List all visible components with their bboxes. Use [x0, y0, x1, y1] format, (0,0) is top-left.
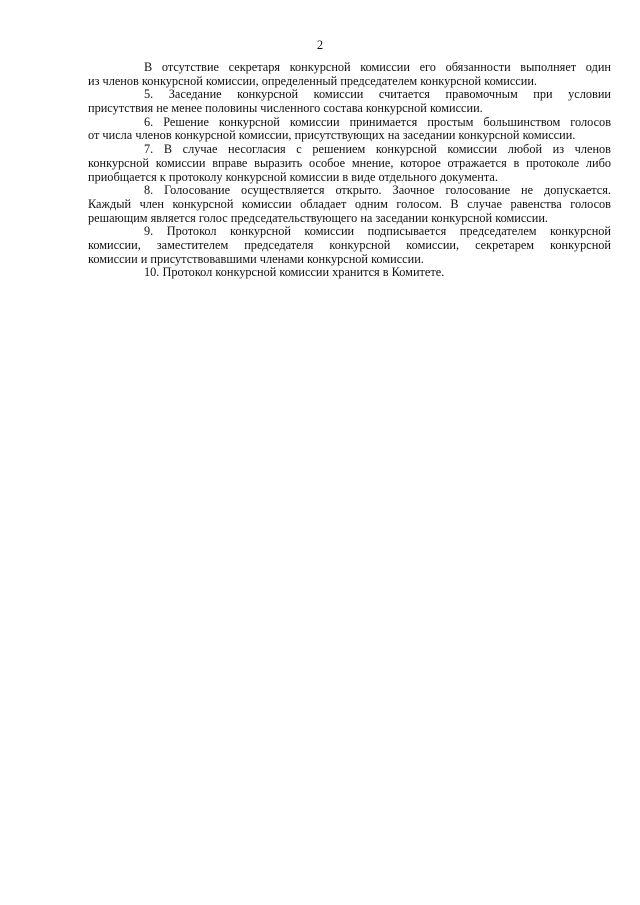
document-body [88, 61, 611, 280]
paragraph [88, 143, 611, 184]
paragraph-line: В отсутствие секретаря конкурсной комиссии его обязанности выполняет один [144, 60, 611, 74]
paragraph [88, 61, 611, 88]
paragraph-line: комиссии, заместителем председателя конкурсной комиссии, секретарем конкурсной [88, 237, 611, 252]
paragraph-line: 9. Протокол конкурсной комиссии подписывается председателем конкурсной [144, 224, 611, 239]
paragraph-line: 8. Голосование осуществляется открыто. Заочное голосование не допускается. [144, 183, 611, 198]
paragraph [88, 116, 611, 143]
paragraph-line: 7. В случае несогласия с решением конкурсной комиссии любой из членов [144, 142, 611, 157]
paragraph [88, 88, 611, 115]
paragraph-line: конкурсной комиссии вправе выразить особое мнение, которое отражается в протоколе либо [88, 155, 611, 170]
page-number: 2 [316, 38, 324, 52]
paragraph-line: от числа членов конкурсной комиссии, присутствующих на заседании конкурсной комиссии. [88, 128, 576, 143]
paragraph-line: комиссии и присутствовавшими членами конкурсной комиссии. [88, 251, 424, 266]
paragraph-line: присутствия не менее половины численного состава конкурсной комиссии. [88, 101, 483, 116]
paragraph-line: 5. Заседание конкурсной комиссии считается правомочным при условии [144, 87, 611, 102]
paragraph-line: приобщается к протоколу конкурсной комиссии в виде отдельного документа. [88, 169, 498, 184]
paragraph [88, 225, 611, 266]
paragraph-line: из членов конкурсной комиссии, определенный председателем конкурсной комиссии. [88, 73, 537, 88]
paragraph-line: Каждый член конкурсной комиссии обладает одним голосом. В случае равенства голосов [88, 196, 611, 211]
paragraph [88, 184, 611, 225]
paragraph-line: 6. Решение конкурсной комиссии принимается простым большинством голосов [144, 114, 611, 129]
paragraph-line: 10. Протокол конкурсной комиссии хранится в Комитете. [144, 265, 445, 280]
paragraph [88, 266, 611, 280]
paragraph-line: решающим является голос председательствующего на заседании конкурсной комиссии. [88, 210, 548, 225]
